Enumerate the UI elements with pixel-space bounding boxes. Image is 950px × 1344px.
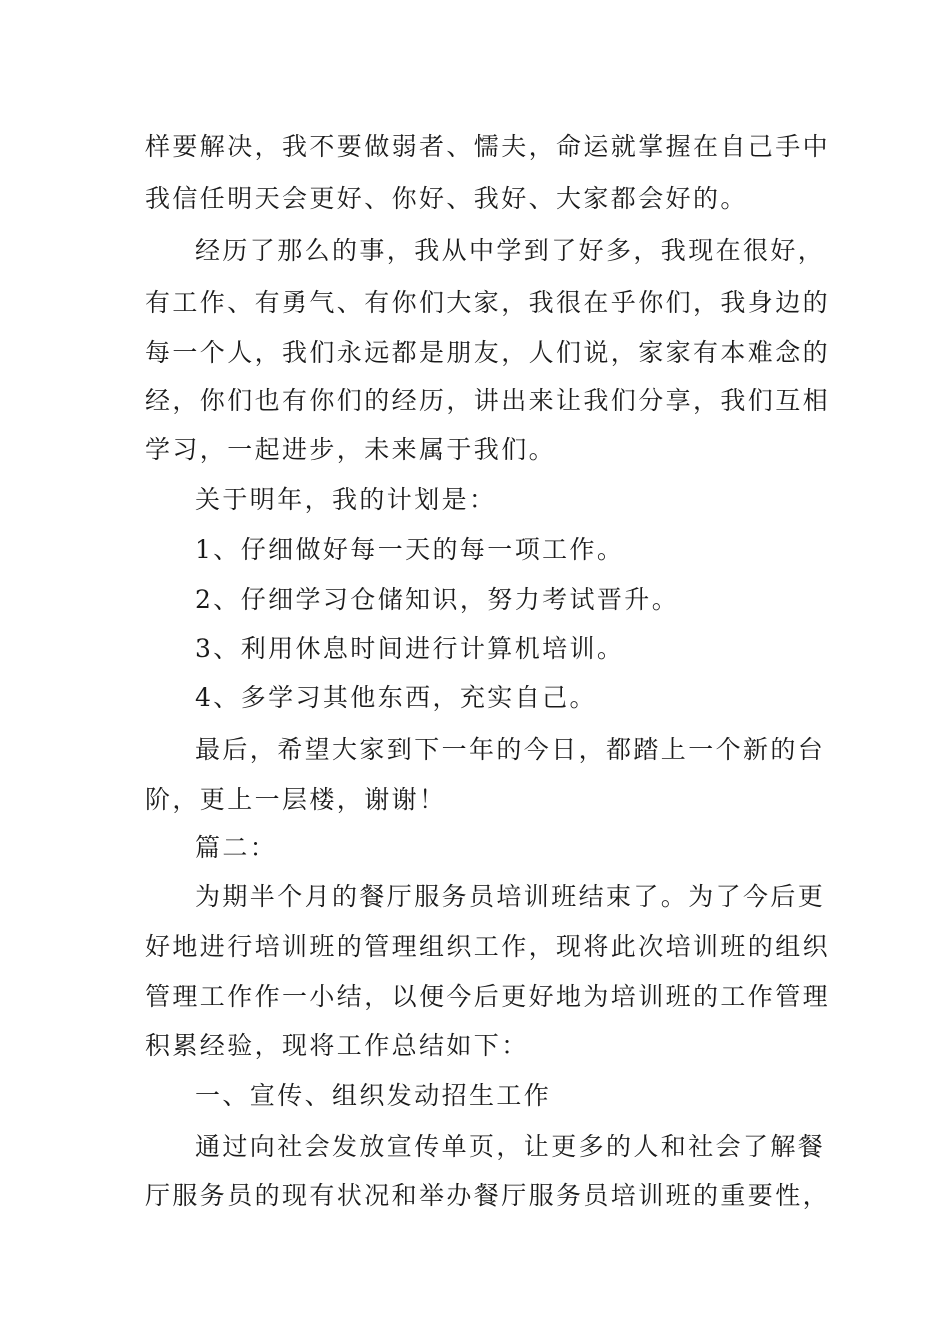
text-line: 我信任明天会更好、你好、我好、大家都会好的。: [145, 184, 748, 213]
paragraph-start: 经历了那么的事，我从中学到了好多，我现在很好，: [195, 236, 826, 265]
text-line: 经，你们也有你们的经历，讲出来让我们分享，我们互相: [145, 386, 831, 415]
text-line: 好地进行培训班的管理组织工作，现将此次培训班的组织: [145, 932, 831, 961]
text-line: 积累经验，现将工作总结如下：: [145, 1031, 529, 1060]
text-line: 厅服务员的现有状况和举办餐厅服务员培训班的重要性，: [145, 1181, 831, 1210]
plan-intro: 关于明年，我的计划是：: [195, 485, 497, 514]
text-line: 样要解决，我不要做弱者、懦夫，命运就掌握在自己手中: [145, 132, 831, 161]
plan-item-4: 4、多学习其他东西，充实自己。: [195, 683, 597, 712]
paragraph-start: 最后，希望大家到下一年的今日，都踏上一个新的台: [195, 735, 826, 764]
text-line: 每一个人，我们永远都是朋友，人们说，家家有本难念的: [145, 338, 831, 367]
text-line: 有工作、有勇气、有你们大家，我很在乎你们，我身边的: [145, 288, 831, 317]
subsection-heading: 一、宣传、组织发动招生工作: [195, 1081, 552, 1110]
paragraph-start: 为期半个月的餐厅服务员培训班结束了。为了今后更: [195, 882, 826, 911]
plan-item-3: 3、利用休息时间进行计算机培训。: [195, 634, 625, 663]
paragraph-start: 通过向社会发放宣传单页，让更多的人和社会了解餐: [195, 1132, 826, 1161]
plan-item-1: 1、仔细做好每一天的每一项工作。: [195, 535, 625, 564]
text-line: 管理工作作一小结，以便今后更好地为培训班的工作管理: [145, 982, 831, 1011]
plan-item-2: 2、仔细学习仓储知识，努力考试晋升。: [195, 585, 680, 614]
text-line: 阶，更上一层楼，谢谢！: [145, 785, 447, 814]
section-heading: 篇二：: [195, 833, 278, 862]
text-line: 学习，一起进步，未来属于我们。: [145, 435, 557, 464]
